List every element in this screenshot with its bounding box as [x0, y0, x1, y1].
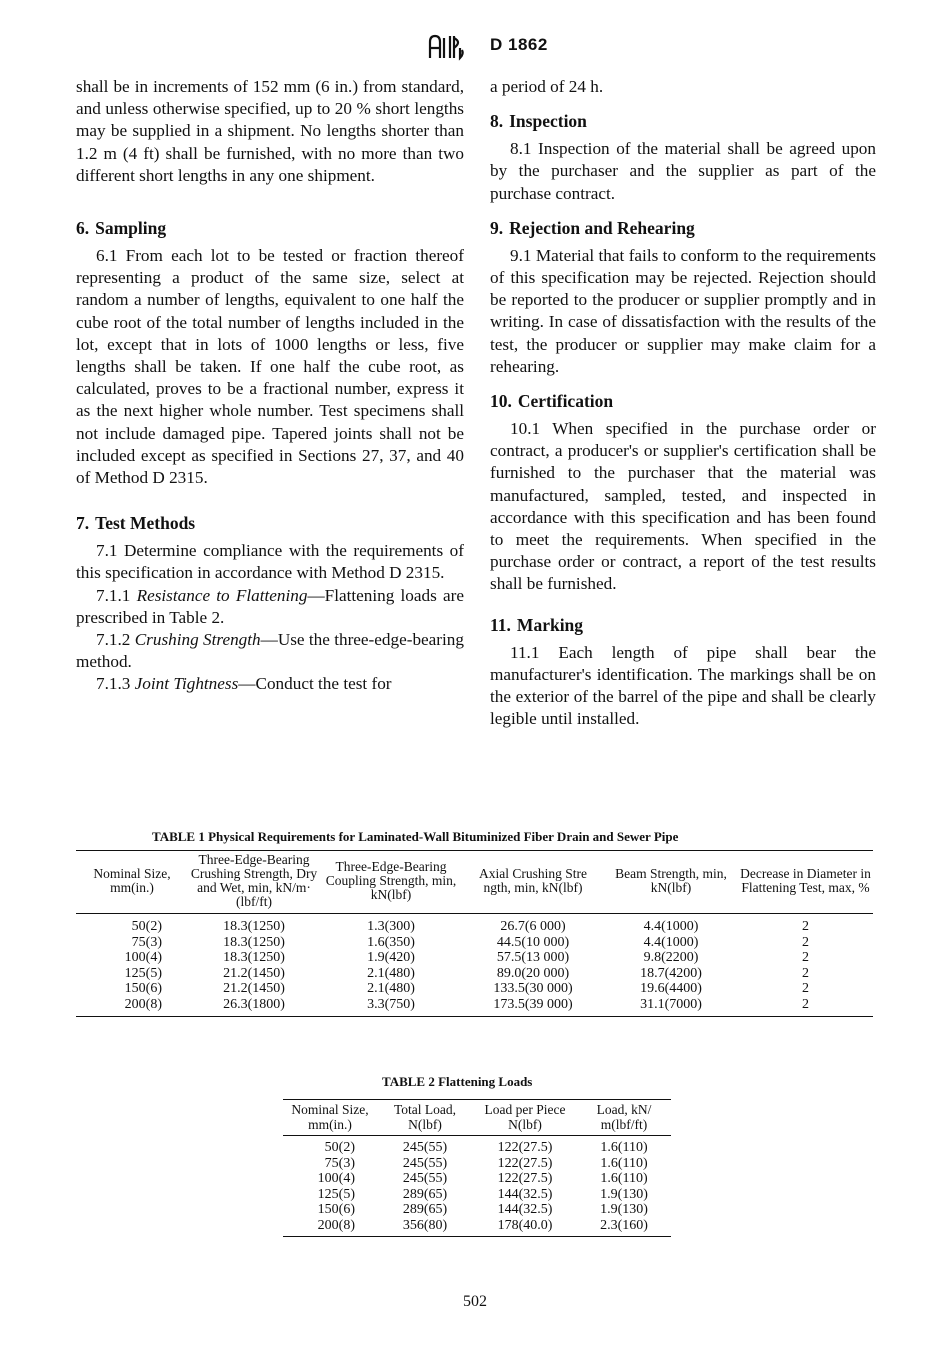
table-row: [76, 997, 873, 1017]
table-cell: 2.1(480): [367, 965, 415, 981]
table-cell: 89.0(20 000): [496, 965, 570, 981]
table-cell: 173.5(39 000): [493, 996, 573, 1012]
table-cell: 133.5(30 000): [493, 981, 573, 996]
table-cell: 50(2): [324, 1140, 355, 1155]
page-header: [0, 30, 950, 64]
paragraph-number: 7.1.2: [96, 630, 131, 650]
column-header: Nominal Size, mm(in.): [76, 851, 188, 914]
designation: D 1862: [490, 35, 548, 54]
paragraph-continued: a period of 24 h.: [490, 77, 604, 96]
paragraph-title: Joint Tightness: [134, 674, 239, 694]
column-header: Three-Edge-Bearing Crushing Strength, Dry and Wet, min, kN/m· (lbf/ft): [188, 851, 320, 914]
section-title: Inspection: [509, 111, 587, 132]
table-row: [76, 914, 873, 935]
table-cell: 356(80): [402, 1217, 448, 1233]
table-row: [283, 1171, 671, 1187]
table-cell: 18.3(1250): [223, 950, 285, 965]
column-header: Decrease in Diameter in Flattening Test, max, %: [738, 851, 873, 914]
table-header-row: [76, 851, 873, 914]
table1-caption: TABLE 1 Physical Requirements for Laminated-Wall Bituminized Fiber Drain and Sewer Pipe: [152, 829, 679, 844]
table-cell: 21.2(1450): [223, 981, 285, 996]
table-row: [283, 1202, 671, 1218]
paragraph-title: Crushing Strength: [134, 630, 261, 650]
table-cell: 122(27.5): [497, 1155, 553, 1171]
table-row: [76, 935, 873, 951]
paragraph-7-1-3: [76, 673, 464, 695]
column-header: Nominal Size, mm(in.): [283, 1100, 377, 1136]
paragraph-8-1: 8.1 Inspection of the material shall be agreed upon by the purchaser and the supplier as part of the purchase contract.: [490, 139, 876, 203]
table-cell: 2.3(160): [600, 1217, 648, 1233]
table-cell: 1.9(420): [367, 950, 415, 965]
table-cell: 18.3(1250): [223, 934, 285, 950]
table-cell: 1.6(110): [600, 1155, 648, 1171]
paragraph-7-1-1: [76, 585, 464, 629]
paragraph-7-1: 7.1 Determine compliance with the requirements of this specification in accordance with Method D 2315.: [76, 541, 464, 583]
section-10-heading: [490, 390, 876, 412]
table-cell: 144(32.5): [497, 1186, 553, 1202]
section-title: Certification: [517, 391, 614, 412]
paragraph-number: 7.1.1: [96, 585, 131, 605]
column-header: Beam Strength, min, kN(lbf): [604, 851, 738, 914]
section-8-heading: [490, 110, 876, 132]
paragraph-title: Resistance to Flattening: [136, 585, 308, 605]
table-cell: 2: [802, 981, 809, 996]
table-cell: 245(55): [402, 1140, 448, 1155]
table-cell: 122(27.5): [497, 1171, 553, 1186]
section-title: Sampling: [95, 218, 167, 239]
table-cell: 75(3): [324, 1155, 355, 1171]
table-cell: 2: [802, 950, 809, 965]
table-cell: 50(2): [131, 919, 162, 934]
paragraph-intro: shall be in increments of 152 mm (6 in.) from standard, and unless otherwise specified, up to 20 % short lengths may be supplied in a shipment. No lengths shorter than 1.2 m (4 ft) shall be furnished, with no more than two different short lengths in any one shipment.: [76, 77, 464, 185]
table2-caption: TABLE 2 Flattening Loads: [382, 1074, 533, 1089]
table-cell: 245(55): [402, 1171, 448, 1186]
column-header: Load per Piece N(lbf): [473, 1100, 577, 1136]
section-number: 9.: [490, 217, 504, 238]
table-cell: 1.6(350): [367, 934, 415, 950]
table-row: [283, 1218, 671, 1237]
table-cell: 9.8(2200): [643, 950, 699, 965]
table-cell: 289(65): [402, 1186, 448, 1202]
astm-logo-icon: [424, 32, 468, 62]
table-cell: 26.3(1800): [223, 996, 285, 1012]
table-cell: 178(40.0): [497, 1217, 553, 1233]
table2: [283, 1099, 671, 1237]
table-cell: 57.5(13 000): [496, 950, 570, 965]
table-cell: 1.9(130): [600, 1186, 648, 1202]
table-cell: 2: [802, 996, 809, 1012]
section-number: 6.: [76, 218, 90, 239]
table-cell: 1.6(110): [600, 1171, 648, 1186]
table-cell: 200(8): [124, 996, 162, 1012]
column-header: Axial Crushing Stre ngth, min, kN(lbf): [462, 851, 604, 914]
table-cell: 100(4): [124, 950, 162, 965]
paragraph-11-1: 11.1 Each length of pipe shall bear the manufacturer's identification. The markings shall be on the exterior of the barrel of the pipe and shall be clearly legible until installed.: [490, 642, 876, 729]
table-cell: 21.2(1450): [223, 965, 285, 981]
table-cell: 125(5): [124, 965, 162, 981]
table-cell: 4.4(1000): [643, 934, 699, 950]
section-number: 7.: [76, 513, 90, 534]
paragraph-9-1: 9.1 Material that fails to conform to the requirements of this specification may be rejected. Rejection should be reported to the producer or supplier promptly and in writing. In case of dissatisfaction with the results of the test, the producer or supplier may make claim for a rehearing.: [490, 245, 876, 376]
section-title: Rejection and Rehearing: [509, 217, 695, 238]
section-number: 8.: [490, 111, 504, 132]
table1: [76, 850, 873, 1017]
paragraph-number: 7.1.3: [96, 674, 131, 694]
section-title: Marking: [516, 614, 584, 635]
section-9-heading: [490, 217, 876, 239]
table-header-row: [283, 1100, 671, 1136]
table-row: [76, 966, 873, 982]
table-cell: 75(3): [131, 934, 162, 950]
paragraph-6-1: 6.1 From each lot to be tested or fraction thereof representing a product of the same size, select at random a number of lengths, equivalent to one half the cube root of the total number of lengths included in the lot, except that in lots of 1000 lengths or less, five lengths shall be taken. If one half the cube root, as calculated, proves to be a fractional number, express it as the next higher whole number. Test specimens shall not include damaged pipe. Tapered joints shall not be included except as specified in Sections 27, 37, and 40 of Method D 2315.: [76, 246, 464, 488]
table-cell: 1.3(300): [367, 919, 415, 934]
paragraph-text: —Flattening loads are prescribed in Table 2.: [76, 585, 464, 627]
paragraph-7-1-2: [76, 629, 464, 673]
column-header: Load, kN/ m(lbf/ft): [577, 1100, 671, 1136]
page-number: 502: [463, 1293, 487, 1310]
table-cell: 44.5(10 000): [496, 934, 570, 950]
table-cell: 150(6): [317, 1202, 355, 1217]
table-row: [283, 1187, 671, 1203]
section-6-heading: [76, 217, 464, 239]
table-row: [283, 1156, 671, 1172]
table-cell: 289(65): [402, 1202, 448, 1217]
table-cell: 245(55): [402, 1155, 448, 1171]
table-row: [76, 950, 873, 966]
table-cell: 2: [802, 919, 809, 934]
section-11-heading: [490, 614, 876, 636]
table-cell: 144(32.5): [497, 1202, 553, 1217]
table-cell: 31.1(7000): [640, 996, 702, 1012]
table-cell: 150(6): [124, 981, 162, 996]
table-cell: 100(4): [317, 1171, 355, 1186]
table-row: [283, 1136, 671, 1156]
table-cell: 2: [802, 965, 809, 981]
section-number: 11.: [490, 614, 511, 635]
table-cell: 200(8): [317, 1217, 355, 1233]
table-cell: 18.3(1250): [223, 919, 285, 934]
table-cell: 19.6(4400): [640, 981, 702, 996]
table-cell: 18.7(4200): [640, 965, 702, 981]
table-cell: 3.3(750): [367, 996, 415, 1012]
table-cell: 1.6(110): [600, 1140, 648, 1155]
section-7-heading: [76, 512, 464, 534]
table-row: [76, 981, 873, 997]
table-cell: 4.4(1000): [643, 919, 699, 934]
table-cell: 2: [802, 934, 809, 950]
table-cell: 122(27.5): [497, 1140, 553, 1155]
left-column: [76, 76, 464, 696]
table-cell: 1.9(130): [600, 1202, 648, 1217]
column-header: Three-Edge-Bearing Coupling Strength, min, kN(lbf): [320, 851, 462, 914]
column-header: Total Load, N(lbf): [377, 1100, 473, 1136]
paragraph-text: —Conduct the test for: [238, 674, 392, 694]
section-title: Test Methods: [95, 513, 196, 534]
table-cell: 2.1(480): [367, 981, 415, 996]
table-cell: 125(5): [317, 1186, 355, 1202]
table-cell: 26.7(6 000): [500, 919, 566, 934]
paragraph-10-1: 10.1 When specified in the purchase order or contract, a producer's or supplier's certification shall be furnished to the purchaser that the material was manufactured, sampled, tested, and inspected in accordance with this specification and has been found to meet the requirements. When specified in the purchase order or contract, a report of the test results shall be furnished.: [490, 419, 876, 594]
right-column: [490, 76, 876, 730]
section-number: 10.: [490, 391, 512, 412]
paragraph-text: —Use the three-edge-bearing method.: [76, 630, 464, 672]
